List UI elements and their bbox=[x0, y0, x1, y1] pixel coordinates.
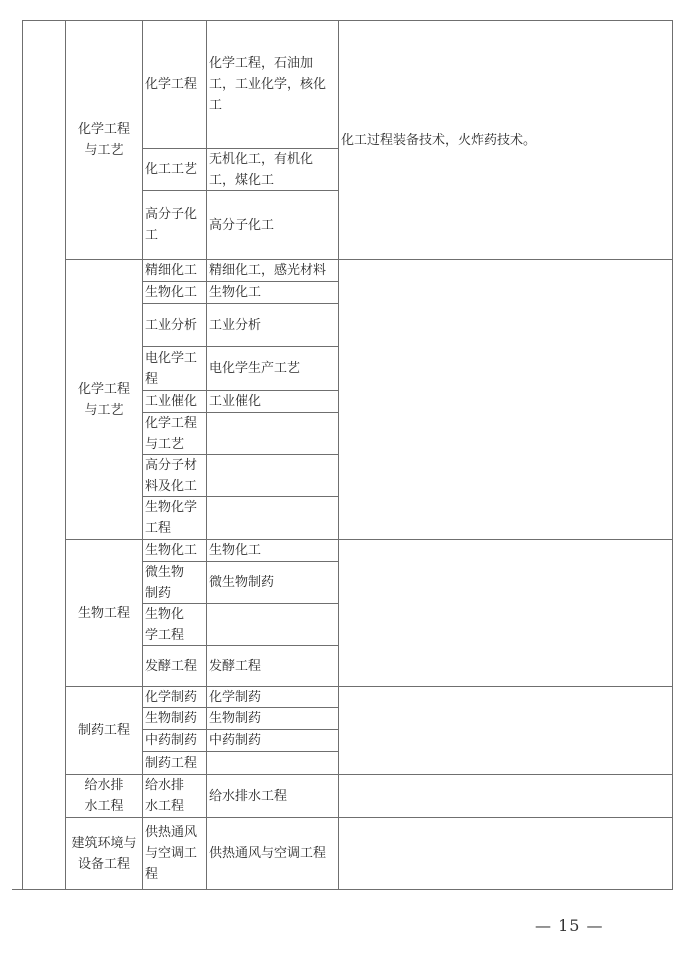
sub-cell: 生物化工 bbox=[145, 543, 198, 558]
major-cell: 制药工程 bbox=[77, 723, 130, 738]
sub-cell: 发酵工程 bbox=[145, 658, 198, 674]
note-cell bbox=[339, 540, 672, 686]
major-cell: 给水排水工程 bbox=[84, 778, 124, 814]
sub-cell: 中药制药 bbox=[145, 733, 198, 748]
old-major-cell: 微生物制药 bbox=[209, 575, 275, 590]
sub-cell: 化学制药 bbox=[145, 689, 198, 705]
old-major-cell: 电化学生产工艺 bbox=[209, 361, 301, 376]
sub-cell: 生物化工 bbox=[145, 285, 198, 300]
old-major-cell bbox=[207, 752, 338, 774]
old-major-cell: 工业分析 bbox=[209, 317, 262, 333]
table-border-bottom bbox=[12, 889, 673, 890]
major-cell: 建筑环境与设备工程 bbox=[71, 835, 137, 872]
old-major-cell: 生物化工 bbox=[209, 543, 262, 558]
old-major-cell: 生物化工 bbox=[209, 285, 262, 300]
major-cell: 化学工程与工艺 bbox=[77, 381, 130, 418]
old-major-cell: 给水排水工程 bbox=[209, 788, 288, 804]
table-border-right bbox=[672, 20, 673, 890]
sub-cell: 化工工艺 bbox=[145, 162, 198, 177]
sub-cell: 高分子化工 bbox=[145, 207, 198, 243]
old-major-cell: 化学工程，石油加工，工业化学，核化工 bbox=[209, 56, 327, 113]
sub-cell: 生物制药 bbox=[145, 711, 198, 726]
sub-cell: 微生物制药 bbox=[145, 564, 185, 601]
sub-cell: 电化学工程 bbox=[145, 350, 198, 387]
old-major-cell bbox=[207, 455, 338, 496]
sub-cell: 工业分析 bbox=[145, 317, 198, 333]
note-cell bbox=[339, 260, 672, 539]
old-major-cell: 中药制药 bbox=[209, 733, 262, 748]
old-major-cell: 无机化工，有机化工，煤化工 bbox=[209, 151, 314, 188]
sub-cell: 化学工程 bbox=[145, 77, 198, 92]
major-cell: 化学工程与工艺 bbox=[77, 122, 130, 158]
old-major-cell bbox=[207, 497, 338, 539]
old-major-cell: 发酵工程 bbox=[209, 658, 262, 674]
old-major-cell bbox=[207, 413, 338, 454]
sub-cell: 生物化学工程 bbox=[145, 500, 198, 536]
old-major-cell: 精细化工，感光材料 bbox=[209, 263, 327, 278]
sub-cell: 精细化工 bbox=[145, 263, 198, 278]
table-border-left bbox=[22, 20, 23, 890]
note-cell bbox=[339, 775, 672, 817]
note-cell bbox=[339, 818, 672, 889]
old-major-cell: 供热通风与空调工程 bbox=[209, 846, 327, 861]
sub-cell: 生物化学工程 bbox=[145, 606, 185, 643]
sub-cell: 化学工程与工艺 bbox=[145, 415, 198, 452]
old-major-cell: 生物制药 bbox=[209, 711, 262, 726]
sub-cell: 制药工程 bbox=[145, 755, 198, 771]
sub-cell: 给水排水工程 bbox=[145, 778, 185, 814]
old-major-cell bbox=[207, 604, 338, 645]
sub-cell: 高分子材料及化工 bbox=[145, 457, 198, 494]
note-cell: 化工过程装备技术，火炸药技术。 bbox=[341, 132, 537, 148]
sub-cell: 供热通风与空调工程 bbox=[145, 825, 198, 882]
page-number: — 15 — bbox=[535, 916, 604, 935]
note-cell bbox=[339, 687, 672, 774]
old-major-cell: 化学制药 bbox=[209, 689, 262, 705]
old-major-cell: 高分子化工 bbox=[209, 217, 275, 233]
sub-cell: 工业催化 bbox=[145, 394, 198, 409]
old-major-cell: 工业催化 bbox=[209, 394, 262, 409]
major-cell: 生物工程 bbox=[77, 605, 130, 621]
